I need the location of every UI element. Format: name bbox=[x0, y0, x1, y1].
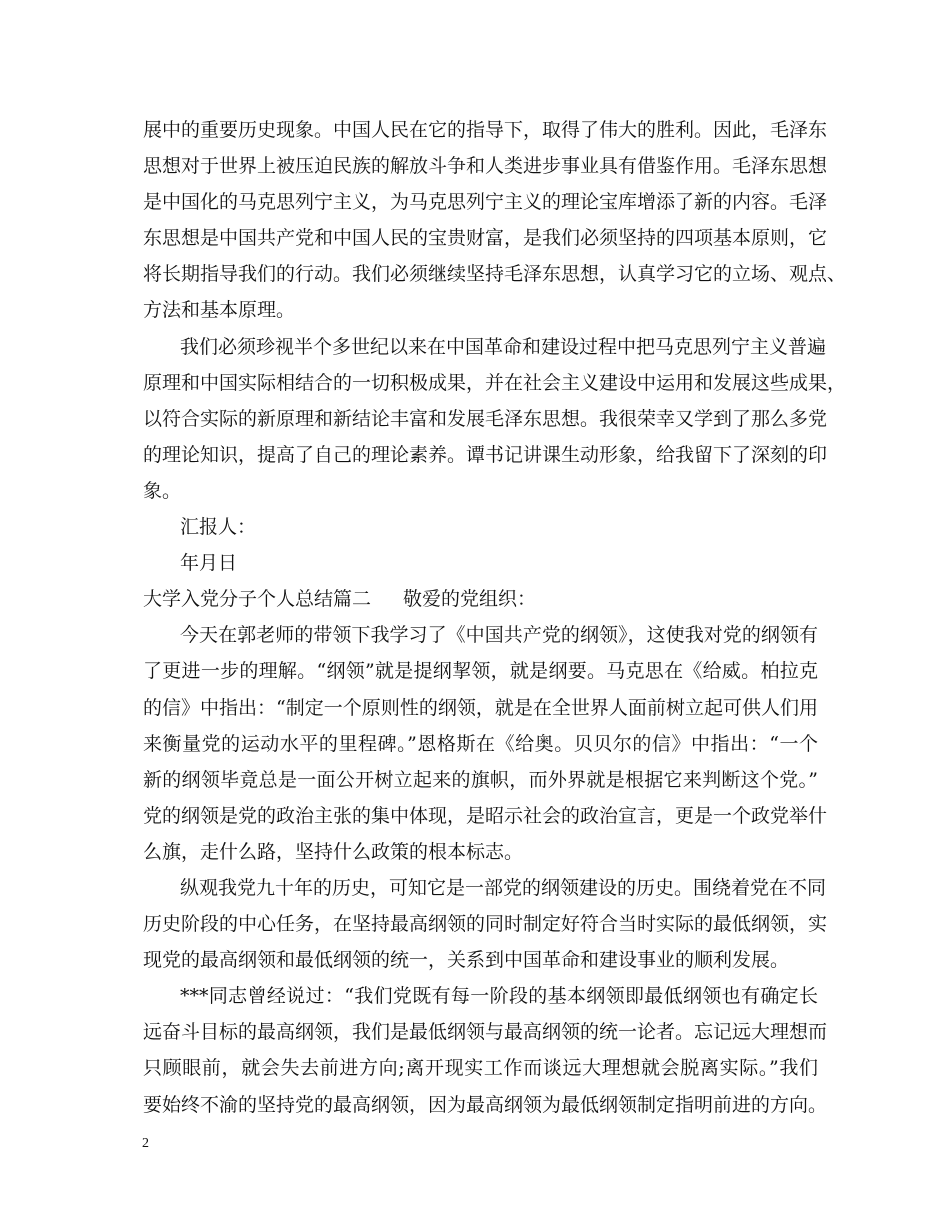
text-line: 我们必须珍视半个多世纪以来在中国革命和建设过程中把马克思列宁主义普遍 bbox=[180, 335, 827, 358]
date-line bbox=[143, 545, 818, 581]
paragraph-5 bbox=[143, 617, 828, 870]
text-line: 展中的重要历史现象。中国人民在它的指导下，取得了伟大的胜利。因此，毛泽东 bbox=[143, 119, 828, 141]
text-line: 新的纲领毕竟总是一面公开树立起来的旗帜，而外界就是根据它来判断这个党。” bbox=[143, 768, 818, 791]
text-line: 将长期指导我们的行动。我们必须继续坚持毛泽东思想，认真学习它的立场、观点、 bbox=[143, 263, 847, 286]
text-line: 只顾眼前，就会失去前进方向;离开现实工作而谈远大理想就会脱离实际。”我们 bbox=[143, 1057, 818, 1080]
text-line: 以符合实际的新原理和新结论丰富和发展毛泽东思想。我很荣幸又学到了那么多党 bbox=[143, 407, 828, 430]
text-line: 要始终不渝的坚持党的最高纲领，因为最高纲领为最低纲领制定指明前进的方向。 bbox=[143, 1093, 828, 1116]
section-heading bbox=[143, 581, 818, 617]
text-line: 今天在郭老师的带领下我学习了《中国共产党的纲领》，这使我对党的纲领有 bbox=[180, 624, 818, 647]
text-line: 年月日 bbox=[180, 552, 238, 575]
text-line: 纵观我党九十年的历史，可知它是一部党的纲领建设的历史。围绕着党在不同 bbox=[180, 876, 827, 899]
paragraph-2 bbox=[143, 329, 847, 509]
text-line: 思想对于世界上被压迫民族的解放斗争和人类进步事业具有借鉴作用。毛泽东思想 bbox=[143, 155, 828, 178]
document-body bbox=[143, 112, 847, 1123]
text-line: 原理和中国实际相结合的一切积极成果，并在社会主义建设中运用和发展这些成果， bbox=[143, 371, 847, 394]
salutation: 敬爱的党组织： bbox=[403, 588, 537, 611]
paragraph-6 bbox=[143, 870, 828, 978]
text-line: 的理论知识，提高了自己的理论素养。谭书记讲课生动形象，给我留下了深刻的印 bbox=[143, 443, 828, 466]
reporter-line bbox=[143, 509, 818, 545]
paragraph-7 bbox=[143, 978, 828, 1122]
text-line: 是中国化的马克思列宁主义，为马克思列宁主义的理论宝库增添了新的内容。毛泽 bbox=[143, 191, 828, 214]
text-line: 历史阶段的中心任务，在坚持最高纲领的同时制定好符合当时实际的最低纲领，实 bbox=[143, 913, 828, 936]
text-line: 东思想是中国共产党和中国人民的宝贵财富，是我们必须坚持的四项基本原则，它 bbox=[143, 227, 828, 250]
heading-gap bbox=[371, 581, 403, 617]
text-line: 的信》中指出：“制定一个原则性的纲领，就是在全世界人面前树立起可供人们用 bbox=[143, 696, 818, 719]
text-line: 方法和基本原理。 bbox=[143, 299, 296, 322]
text-line: 汇报人： bbox=[180, 516, 257, 539]
section-title: 大学入党分子个人总结篇二 bbox=[143, 588, 372, 611]
page-number: 2 bbox=[142, 1136, 149, 1151]
text-line: 现党的最高纲领和最低纲领的统一，关系到中国革命和建设事业的顺利发展。 bbox=[143, 949, 790, 972]
text-line: 么旗，走什么路，坚持什么政策的根本标志。 bbox=[143, 840, 524, 863]
text-line: 来衡量党的运动水平的里程碑。”恩格斯在《给奥。贝贝尔的信》中指出：“一个 bbox=[143, 732, 818, 755]
text-line: 了更进一步的理解。“纲领”就是提纲挈领，就是纲要。马克思在《给威。柏拉克 bbox=[143, 660, 818, 683]
text-line: ***同志曾经说过：“我们党既有每一阶段的基本纲领即最低纲领也有确定长 bbox=[180, 985, 818, 1008]
text-line: 象。 bbox=[143, 479, 182, 502]
text-line: 党的纲领是党的政治主张的集中体现，是昭示社会的政治宣言，更是一个政党举什 bbox=[143, 804, 828, 827]
paragraph-1 bbox=[143, 112, 847, 329]
text-line: 远奋斗目标的最高纲领，我们是最低纲领与最高纲领的统一论者。忘记远大理想而 bbox=[143, 1021, 828, 1044]
